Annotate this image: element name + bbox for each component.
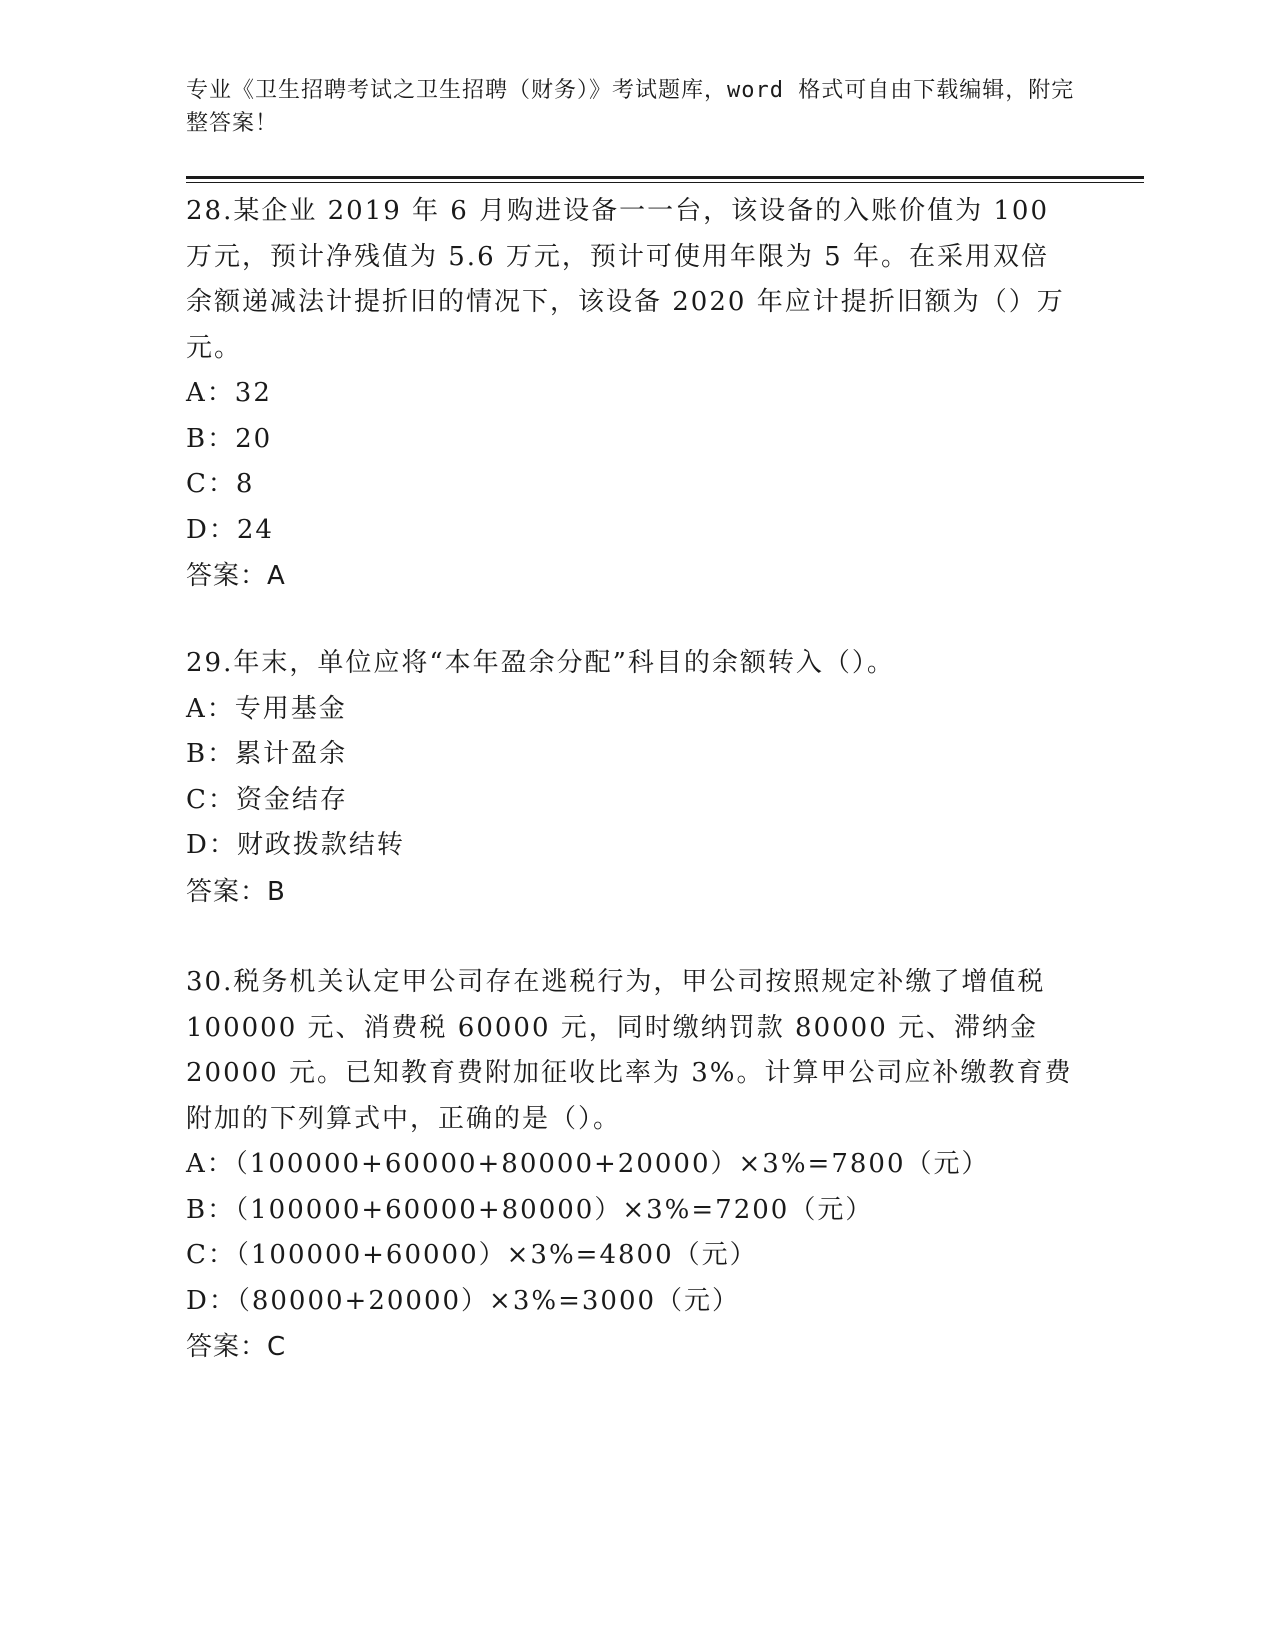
option-a: A：（100000+60000+80000+20000）×3%=7800（元） bbox=[186, 1149, 990, 1179]
document-header: 专业《卫生招聘考试之卫生招聘（财务）》考试题库，word 格式可自由下载编辑，附完整答案！ bbox=[186, 78, 1075, 136]
option-c: C：资金结存 bbox=[186, 784, 348, 815]
option-d: D：24 bbox=[186, 514, 274, 545]
option-b: B：20 bbox=[186, 423, 273, 454]
option-b: B：累计盈余 bbox=[186, 739, 348, 769]
question-28 bbox=[186, 189, 1076, 599]
question-30 bbox=[186, 960, 1076, 1370]
header-divider-thin bbox=[186, 182, 1144, 183]
question-stem: 28.某企业 2019 年 6 月购进设备一一台，该设备的入账价值为 100 万元，预计净残值为 5.6 万元，预计可使用年限为 5 年。在采用双倍余额递减法计提折旧的情况下，该设备 2020 年应计提折旧额为（）万元。 bbox=[186, 196, 1065, 363]
option-a: A：专用基金 bbox=[186, 693, 347, 724]
question-stem: 29.年末，单位应将“本年盈余分配”科目的余额转入（）。 bbox=[186, 648, 895, 678]
question-29 bbox=[186, 641, 1076, 915]
question-stem: 30.税务机关认定甲公司存在逃税行为，甲公司按照规定补缴了增值税 100000 元、消费税 60000 元，同时缴纳罚款 80000 元、滞纳金 20000 元。已知教育费附加征收比率为 3%。计算甲公司应补缴教育费附加的下列算式中，正确的是（）。 bbox=[186, 967, 1073, 1134]
option-a: A：32 bbox=[186, 378, 272, 408]
answer-line: 答案：B bbox=[186, 876, 286, 907]
option-d: D：财政拨款结转 bbox=[186, 830, 405, 860]
option-c: C：8 bbox=[186, 469, 255, 499]
answer-line: 答案：C bbox=[186, 1332, 287, 1362]
header-divider-thick bbox=[186, 176, 1144, 179]
option-c: C：（100000+60000）×3%=4800（元） bbox=[186, 1240, 758, 1270]
option-d: D：（80000+20000）×3%=3000（元） bbox=[186, 1285, 741, 1316]
option-b: B：（100000+60000+80000）×3%=7200（元） bbox=[186, 1194, 874, 1225]
answer-line: 答案：A bbox=[186, 561, 286, 591]
